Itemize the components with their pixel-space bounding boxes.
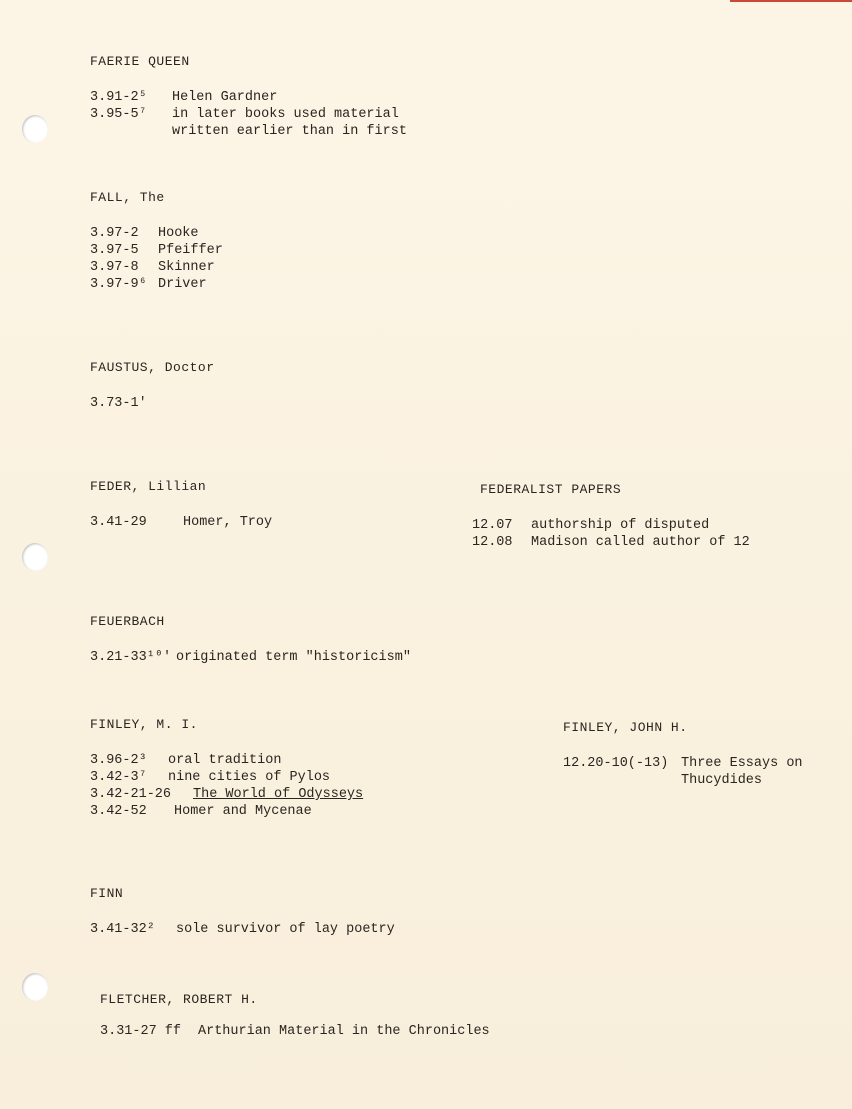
entry-heading: FAUSTUS, Doctor xyxy=(90,360,215,375)
punch-hole-bottom xyxy=(22,973,48,1001)
entry-code: 3.42-3⁷ xyxy=(90,770,147,785)
entry-line xyxy=(472,517,750,534)
entry-text: Helen Gardner xyxy=(172,90,278,105)
entry-text: Homer, Troy xyxy=(183,515,273,530)
entry-line xyxy=(90,786,363,803)
entry-heading: FLETCHER, ROBERT H. xyxy=(100,992,258,1007)
entry-text: Madison called author of 12 xyxy=(531,535,750,550)
entry-line xyxy=(90,123,407,140)
entry-line xyxy=(100,1023,490,1040)
entry-code: 3.91-2⁵ xyxy=(90,90,147,105)
entry-line xyxy=(90,769,363,786)
entry-finn xyxy=(90,886,395,938)
entry-code: 12.20-10(-13) xyxy=(563,756,669,771)
entry-code: 3.21-33¹⁰' xyxy=(90,650,172,665)
entry-heading: FEUERBACH xyxy=(90,614,165,629)
entry-code: 3.41-29 xyxy=(90,515,147,530)
punch-hole-top xyxy=(22,115,48,143)
entry-text: authorship of disputed xyxy=(531,518,710,533)
entry-text: in later books used material xyxy=(172,107,399,122)
entry-text: Arthurian Material in the Chronicles xyxy=(198,1024,490,1039)
entry-line xyxy=(90,225,223,242)
entry-text: Thucydides xyxy=(681,773,763,788)
entry-text: Three Essays on xyxy=(681,756,803,771)
entry-code: 12.08 xyxy=(472,535,513,550)
entry-text: originated term "historicism" xyxy=(176,650,411,665)
entry-line xyxy=(90,395,215,412)
entry-line xyxy=(90,89,407,106)
entry-finley-jh xyxy=(563,720,803,789)
entry-code: 12.07 xyxy=(472,518,513,533)
entry-heading: FEDER, Lillian xyxy=(90,479,207,494)
entry-heading: FINLEY, JOHN H. xyxy=(563,720,688,735)
entry-feder xyxy=(90,479,272,531)
entry-faustus xyxy=(90,360,215,412)
entry-text: The World of Odysseys xyxy=(193,787,364,802)
entry-line xyxy=(90,259,223,276)
entry-federalist-papers xyxy=(472,482,750,551)
entry-line xyxy=(90,276,223,293)
entry-finley-mi xyxy=(90,717,363,820)
entry-code: 3.42-21-26 xyxy=(90,787,172,802)
entry-heading: FEDERALIST PAPERS xyxy=(480,482,622,497)
entry-text: Pfeiffer xyxy=(158,243,223,258)
entry-heading: FINLEY, M. I. xyxy=(90,717,198,732)
entry-code: 3.97-2 xyxy=(90,226,139,241)
entry-code: 3.97-9⁶ xyxy=(90,277,147,292)
entry-line xyxy=(90,649,411,666)
entry-line xyxy=(472,534,750,551)
entry-fall xyxy=(90,190,223,293)
entry-line xyxy=(90,752,363,769)
entry-line xyxy=(563,755,803,772)
entry-text: Homer and Mycenae xyxy=(174,804,312,819)
entry-code: 3.31-27 ff xyxy=(100,1024,182,1039)
entry-text: Skinner xyxy=(158,260,215,275)
punch-hole-middle xyxy=(22,543,48,571)
entry-text: sole survivor of lay poetry xyxy=(176,922,395,937)
entry-heading: FAERIE QUEEN xyxy=(90,54,190,69)
entry-line xyxy=(90,106,407,123)
entry-text: nine cities of Pylos xyxy=(168,770,331,785)
entry-fletcher xyxy=(100,992,490,1040)
entry-faerie-queen xyxy=(90,54,407,140)
entry-line xyxy=(563,772,803,789)
red-edge-mark xyxy=(730,0,852,2)
entry-code: 3.95-5⁷ xyxy=(90,107,147,122)
entry-code: 3.73-1' xyxy=(90,396,147,411)
entry-text: oral tradition xyxy=(168,753,282,768)
entry-code: 3.41-32² xyxy=(90,922,155,937)
entry-feuerbach xyxy=(90,614,411,666)
entry-line xyxy=(90,514,272,531)
entry-line xyxy=(90,921,395,938)
entry-code: 3.97-5 xyxy=(90,243,139,258)
entry-line xyxy=(90,803,363,820)
entry-heading: FINN xyxy=(90,886,124,901)
entry-text: Hooke xyxy=(158,226,199,241)
entry-text: written earlier than in first xyxy=(172,124,407,139)
entry-heading: FALL, The xyxy=(90,190,165,205)
entry-text: Driver xyxy=(158,277,207,292)
entry-code: 3.96-2³ xyxy=(90,753,147,768)
entry-code: 3.97-8 xyxy=(90,260,139,275)
entry-code: 3.42-52 xyxy=(90,804,147,819)
entry-line xyxy=(90,242,223,259)
